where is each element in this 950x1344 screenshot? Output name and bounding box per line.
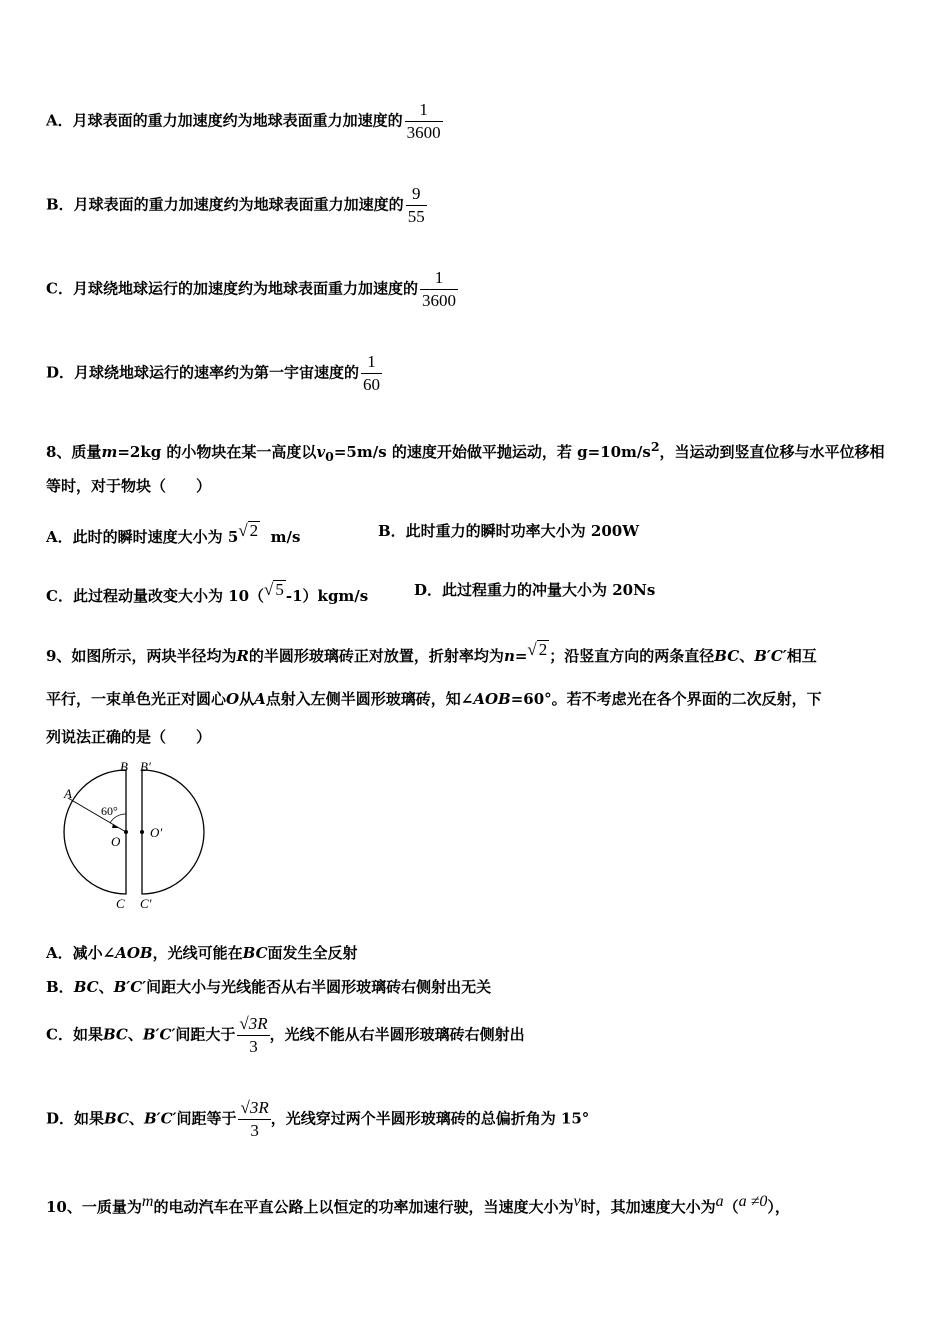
semicircle-glass-figure [58,760,218,920]
text: ，当运动到竖直位移与水平位移相 [659,443,885,461]
fraction: $\frac{√3R}{3}$ [239,1014,268,1056]
text: = [514,647,528,665]
var-m: m [141,1193,154,1210]
text: 的半圆形玻璃砖正对放置，折射率均为 [248,647,504,665]
radicand: 2 [538,640,548,659]
q9-option-a [46,943,358,963]
label-angle: 60° [101,804,118,818]
text: 、 [127,1025,143,1044]
text: （ [723,1198,739,1216]
fraction: $\frac{9}{55}$ [407,184,425,226]
option-text: B．月球表面的重力加速度约为地球表面重力加速度的 [46,195,404,214]
text: -1）kgm/s [285,587,369,605]
text: ；沿竖直方向的两条直径 [549,647,715,665]
var-BC: BC [102,1025,128,1044]
text: B． [46,978,74,996]
option-text: C．月球绕地球运行的加速度约为地球表面重力加速度的 [46,279,418,298]
var-BC: BC [73,978,99,996]
option-text: A．月球表面的重力加速度约为地球表面重力加速度的 [46,111,403,130]
fraction: $\frac{1}{3600}$ [406,100,441,142]
var-BC: BC [714,647,740,665]
radicand: 5 [275,580,284,599]
text: 从 [239,690,255,708]
text: 、 [98,978,114,996]
point-o [124,830,128,834]
var-BC: BC [242,944,268,962]
var-n: n [503,647,515,665]
q9-option-b [46,977,491,997]
text: C．如果 [46,1025,103,1044]
var-R: R [236,647,249,665]
text: =5m/s 的速度开始做平抛运动，若 g=10m/s [333,443,651,461]
q8-stem-line2: 等时，对于物块（ ） [46,477,212,495]
q8-option-a [46,521,300,547]
option-7c [46,268,458,311]
subscript: 0 [325,449,334,464]
text: =60°。若不考虑光在各个界面的二次反射，下 [510,690,822,708]
left-semicircle [64,770,126,894]
fraction: $\frac{√3R}{3}$ [240,1098,269,1140]
radicand: 2 [249,521,259,540]
text: 间距等于 [176,1109,237,1128]
text: 间距大小与光线能否从右半圆形玻璃砖右侧射出无关 [146,978,492,996]
text: 面发生全反射 [267,944,358,962]
q8-stem-line1 [46,437,885,467]
q9-stem-line1 [46,640,817,666]
text: A．减小∠ [46,944,116,962]
var-a: a [715,1193,724,1210]
text: 的电动汽车在平直公路上以恒定的功率加速行驶，当速度大小为 [153,1198,574,1216]
text: 9、如图所示，两块半径均为 [46,647,237,665]
condition: a ≠0 [738,1193,768,1210]
q9-stem-line2 [46,689,822,709]
var-BC: BC [104,1109,129,1128]
text: 相互 [786,647,817,665]
q8-option-b: B．此时重力的瞬时功率大小为 200W [378,522,640,540]
unit: m/s [270,528,301,546]
text: A．此时的瞬时速度大小为 5 [46,528,239,546]
fraction: $\frac{1}{3600}$ [421,268,456,310]
label-b: B [120,760,128,774]
label-c-prime: C′ [140,896,152,911]
option-7b [46,184,427,227]
text: C．此过程动量改变大小为 10（ [46,587,265,605]
var-BpCp: B′C′ [754,647,787,665]
var-v: v [573,1193,581,1210]
var-BpCp: B′C′ [113,978,147,996]
q10-stem [46,1192,790,1217]
text: =2kg 的小物块在某一高度以 [117,443,317,461]
radical-icon: √ [238,521,248,540]
option-7d [46,352,382,395]
label-o-prime: O′ [150,825,163,840]
q8-option-d: D．此过程重力的冲量大小为 20Ns [414,581,656,599]
point-o-prime [140,830,144,834]
text: ，光线穿过两个半圆形玻璃砖的总偏折角为 15° [270,1109,590,1128]
sqrt [264,580,286,598]
option-7a [46,100,443,143]
fraction: $\frac{1}{60}$ [363,352,381,394]
var-v: v [316,443,326,461]
var-O: O [226,690,240,708]
label-c: C [116,896,125,911]
text: 10、一质量为 [46,1198,142,1216]
radical-icon: √ [527,640,537,659]
text: 间距大于 [175,1025,236,1044]
label-o: O [111,834,121,849]
var-AOB: AOB [473,690,511,708]
text: ，光线不能从右半圆形玻璃砖右侧射出 [269,1025,525,1044]
var-BpCp: B′C′ [142,1025,176,1044]
q9-option-d [46,1098,589,1141]
label-b-prime: B′ [140,760,151,774]
option-text: D．月球绕地球运行的速率约为第一宇宙速度的 [46,363,360,382]
text: 、 [128,1109,144,1128]
text: 8、质量 [46,443,102,461]
text: D．如果 [46,1109,105,1128]
text: 点射入左侧半圆形玻璃砖，知∠ [265,690,474,708]
radical-icon: √ [264,580,274,599]
var-AOB: AOB [115,944,153,962]
var-m: m [101,443,118,461]
q9-option-c [46,1014,525,1057]
sqrt [527,640,549,658]
text: 平行，一束单色光正对圆心 [46,690,227,708]
ray-arrow-icon [112,824,119,828]
var-A: A [254,690,266,708]
sqrt [238,521,260,539]
text: 时，其加速度大小为 [580,1198,716,1216]
text: ）， [767,1198,790,1216]
label-a: A [64,786,72,801]
var-BpCp: B′C′ [143,1109,177,1128]
q8-option-c [46,580,368,606]
superscript: 2 [650,439,660,454]
text: ，光线可能在 [152,944,243,962]
text: 、 [739,647,755,665]
q9-stem-line3: 列说法正确的是（ ） [46,728,212,746]
